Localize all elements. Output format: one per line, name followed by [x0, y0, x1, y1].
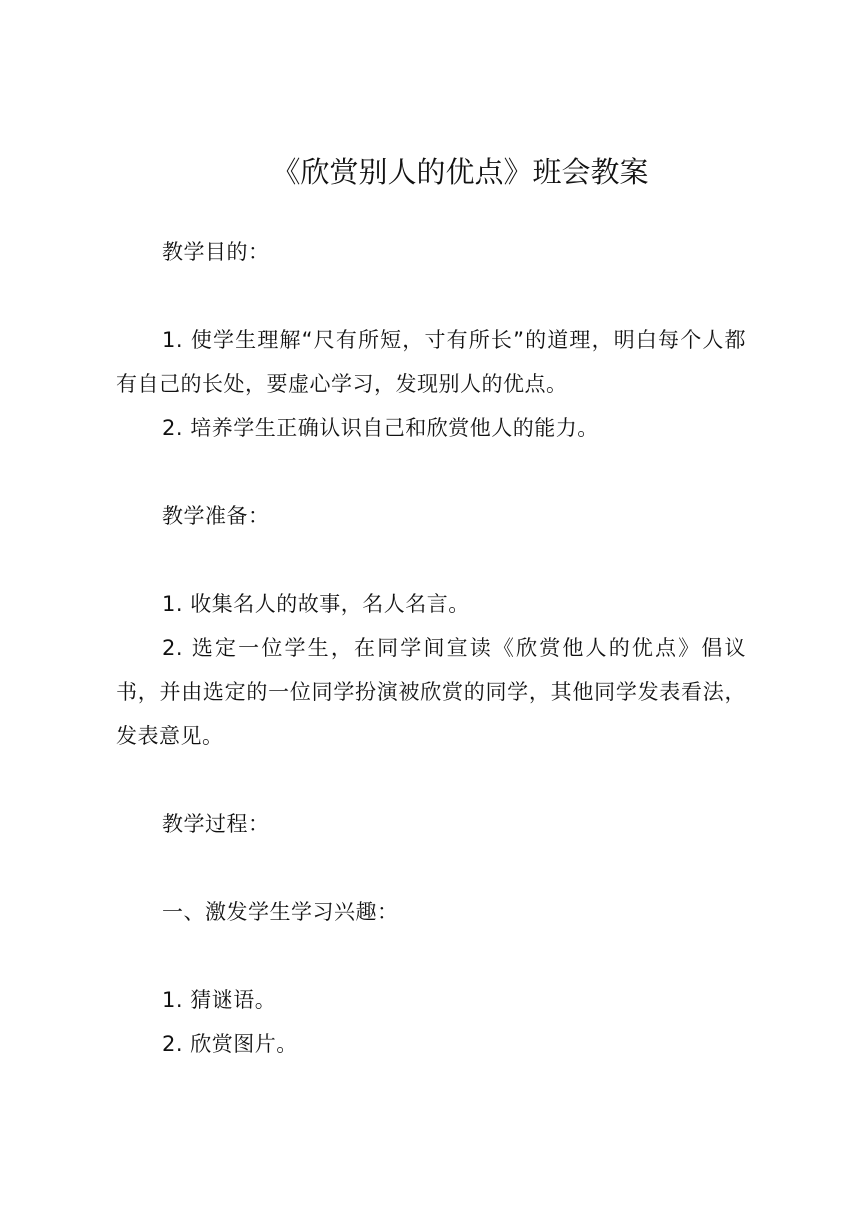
- section-heading-preparation: 教学准备：: [162, 504, 270, 528]
- goal-item-1: 1. 使学生理解“尺有所短，寸有所长”的道理，明白每个人都有自己的长处，要虚心学习，发现别人的优点。: [116, 328, 746, 396]
- document-body: [116, 230, 746, 1066]
- part1-item-2: 2. 欣赏图片。: [162, 1032, 298, 1056]
- document-title: 《欣赏别人的优点》班会教案: [271, 155, 649, 189]
- part1-item-1: 1. 猜谜语。: [162, 988, 277, 1012]
- section-heading-process: 教学过程：: [162, 812, 270, 836]
- preparation-item-1: 1. 收集名人的故事，名人名言。: [162, 592, 470, 616]
- goal-item-2: 2. 培养学生正确认识自己和欣赏他人的能力。: [162, 416, 599, 440]
- preparation-item-2: 2. 选定一位学生，在同学间宣读《欣赏他人的优点》倡议书，并由选定的一位同学扮演被欣赏的同学，其他同学发表看法，发表意见。: [116, 636, 746, 748]
- section-heading-goals: 教学目的：: [162, 240, 270, 264]
- section-heading-part1: 一、激发学生学习兴趣：: [162, 900, 399, 924]
